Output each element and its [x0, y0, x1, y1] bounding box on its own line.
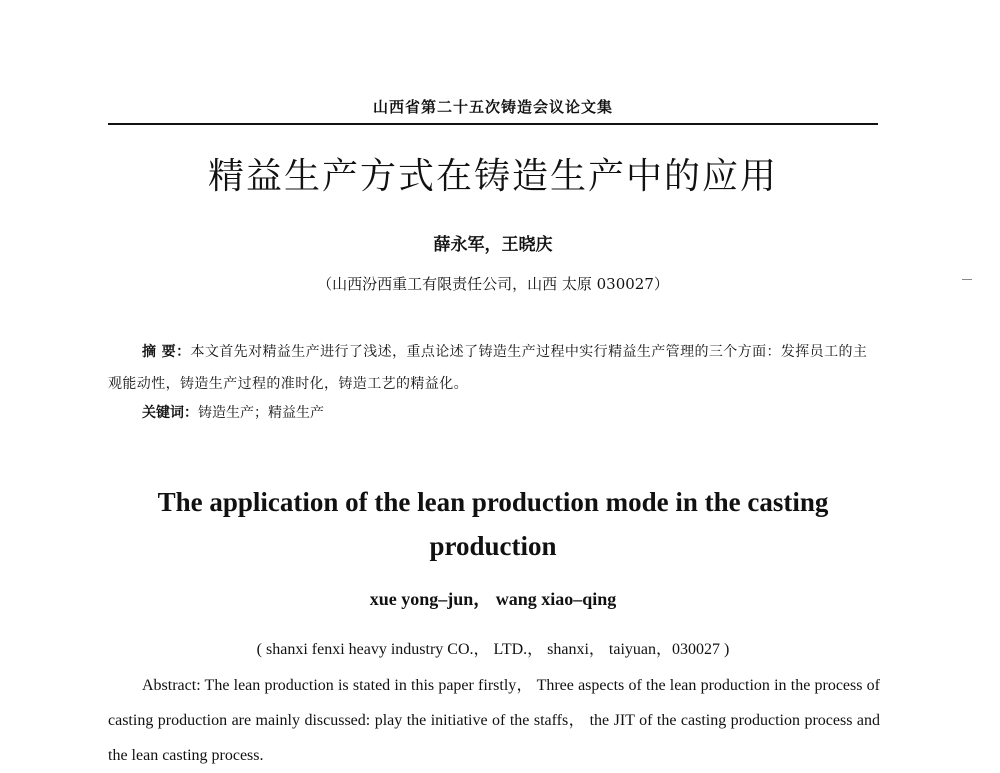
chinese-abstract [108, 336, 880, 400]
header-rule [108, 123, 878, 125]
chinese-affiliation: （山西汾西重工有限责任公司，山西 太原 030027） [317, 275, 669, 293]
chinese-abstract-label: 摘 要： [142, 344, 191, 360]
chinese-title: 精益生产方式在铸造生产中的应用 [207, 156, 778, 197]
english-abstract: Abstract: The lean production is stated in this paper firstly， Three aspects of the lean production in the process of casting production are mainly discussed: play the initiative of the staffs， the JIT of the casting production process and the lean casting process. [108, 677, 880, 764]
english-authors: xue yong–jun， wang xiao–qing [369, 589, 617, 609]
chinese-authors: 薛永军，王晓庆 [433, 235, 553, 255]
chinese-keywords [142, 402, 882, 422]
chinese-abstract-text: 本文首先对精益生产进行了浅述，重点论述了铸造生产过程中实行精益生产管理的三个方面：发挥员工的主观能动性，铸造生产过程的准时化，铸造工艺的精益化。 [108, 344, 868, 392]
english-title: The application of the lean production mode in the casting production [157, 487, 829, 561]
running-header: 山西省第二十五次铸造会议论文集 [372, 98, 613, 116]
chinese-keywords-text: 铸造生产；精益生产 [198, 405, 324, 421]
chinese-keywords-label: 关键词： [142, 405, 198, 421]
english-affiliation: ( shanxi fenxi heavy industry CO.， LTD.， shanxi， taiyuan，030027 ) [256, 641, 730, 658]
scan-edge-mark [962, 279, 972, 280]
